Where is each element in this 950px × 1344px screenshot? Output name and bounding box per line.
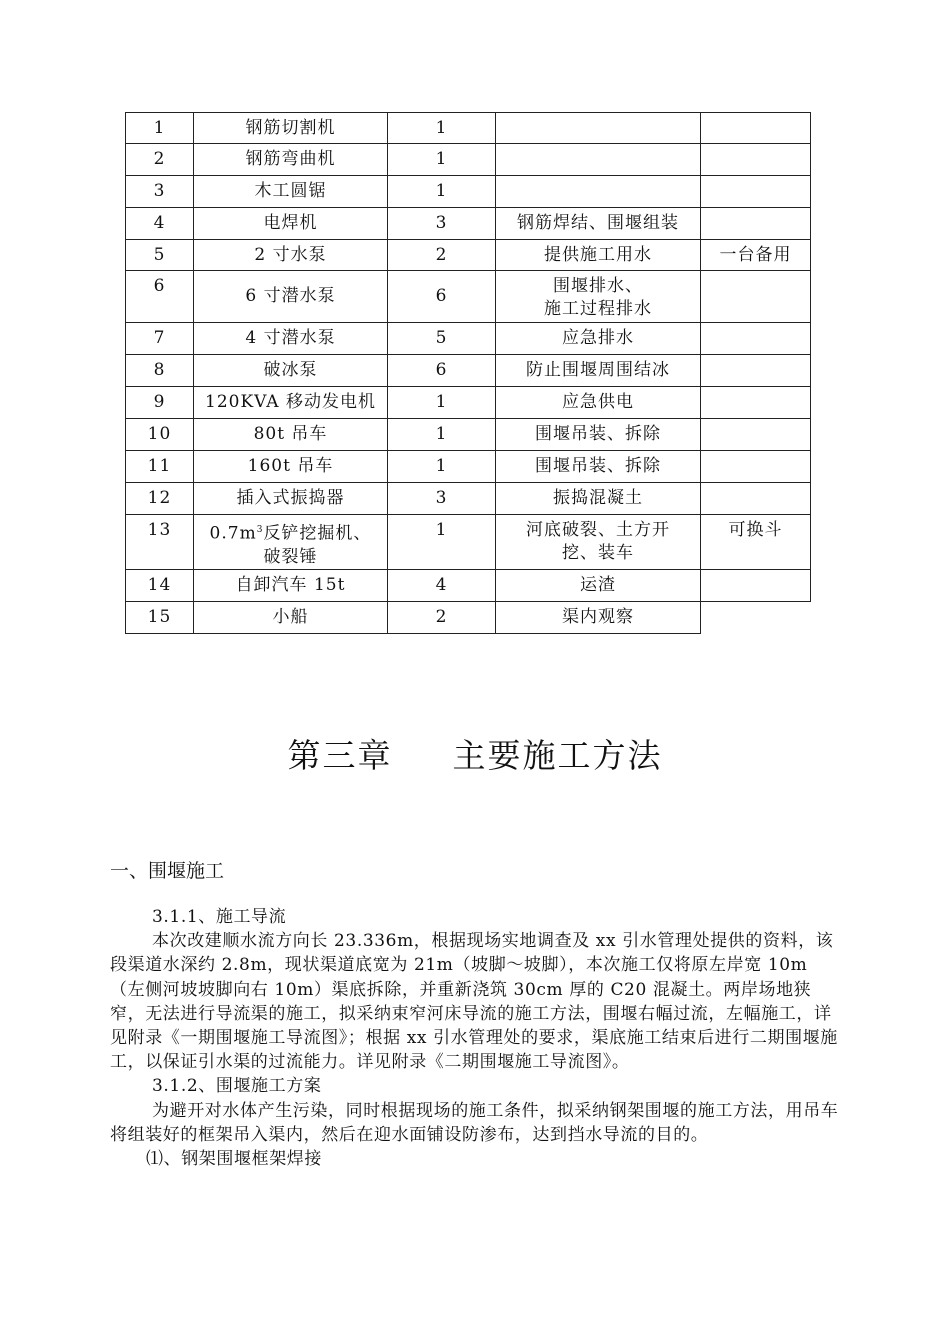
equipment-name-line2: 破裂锤 [263,546,318,567]
equipment-use-line2: 施工过程排水 [544,299,652,319]
row-number: 4 [126,208,194,240]
equipment-name: 插入式振捣器 [194,483,388,515]
equipment-note [701,208,811,240]
equipment-use [496,113,701,144]
subsection-heading: 3.1.2、围堰施工方案 [152,1076,322,1097]
equipment-note [701,569,811,601]
table-row [126,569,811,601]
table-row [126,208,811,240]
equipment-use-line1: 河底破裂、土方开 [526,520,670,540]
equipment-name: 钢筋弯曲机 [194,144,388,176]
equipment-note [701,113,811,144]
table-row [126,483,811,515]
equipment-note [701,387,811,419]
equipment-name: 钢筋切割机 [194,113,388,144]
row-number: 9 [126,387,194,419]
row-number: 13 [126,515,194,570]
equipment-qty: 2 [388,240,496,271]
row-number: 15 [126,601,194,633]
row-number: 8 [126,355,194,387]
chapter-name: 主要施工方法 [452,736,663,775]
equipment-qty: 1 [388,176,496,208]
equipment-qty: 4 [388,569,496,601]
table-row [126,601,811,633]
equipment-use [496,144,701,176]
equipment-note [701,601,811,633]
equipment-use [496,176,701,208]
equipment-use: 振捣混凝土 [496,483,701,515]
equipment-note [701,323,811,355]
equipment-name: 120KVA 移动发电机 [194,387,388,419]
equipment-table [125,112,811,634]
equipment-qty: 3 [388,483,496,515]
table-row [126,387,811,419]
equipment-note [701,355,811,387]
equipment-name: 木工圆锯 [194,176,388,208]
equipment-note [701,271,811,323]
row-number: 10 [126,419,194,451]
equipment-use: 运渣 [496,569,701,601]
equipment-qty: 6 [388,271,496,323]
equipment-use: 围堰吊装、拆除 [496,451,701,483]
row-number: 14 [126,569,194,601]
equipment-name: 4 寸潜水泵 [194,323,388,355]
table-row [126,419,811,451]
equipment-note [701,419,811,451]
equipment-name: 2 寸水泵 [194,240,388,271]
equipment-name: 6 寸潜水泵 [194,271,388,323]
table-row [126,355,811,387]
equipment-use [496,515,701,570]
table-row [126,113,811,144]
equipment-use: 渠内观察 [496,601,701,633]
table-row [126,271,811,323]
equipment-use-line1: 围堰排水、 [553,276,643,296]
equipment-name: 电焊机 [194,208,388,240]
equipment-use: 应急供电 [496,387,701,419]
equipment-name [194,515,388,570]
equipment-name: 80t 吊车 [194,419,388,451]
subsection-heading: 3.1.1、施工导流 [152,907,287,927]
equipment-use-line2: 挖、装车 [562,543,634,563]
table-row [126,176,811,208]
row-number: 5 [126,240,194,271]
equipment-use: 提供施工用水 [496,240,701,271]
equipment-qty: 1 [388,419,496,451]
chapter-number: 第三章 [287,736,393,775]
row-number: 2 [126,144,194,176]
table-row [126,451,811,483]
equipment-qty: 1 [388,387,496,419]
row-number: 7 [126,323,194,355]
equipment-use: 应急排水 [496,323,701,355]
equipment-qty: 3 [388,208,496,240]
table-row [126,144,811,176]
equipment-name-part: 反铲挖掘机、 [263,523,372,544]
body-text [110,905,840,1171]
equipment-note [701,451,811,483]
row-number: 6 [126,271,194,323]
equipment-name: 160t 吊车 [194,451,388,483]
row-number: 3 [126,176,194,208]
equipment-note [701,144,811,176]
equipment-name-sup: 3 [256,525,264,535]
equipment-note: 可换斗 [701,515,811,570]
table-row [126,515,811,570]
equipment-use: 钢筋焊结、围堰组装 [496,208,701,240]
equipment-note [701,176,811,208]
paragraph: 本次改建顺水流方向长 23.336m，根据现场实地调查及 xx 引水管理处提供的资料，该段渠道水深约 2.8m，现状渠道底宽为 21m（坡脚～坡脚），本次施工仅将原左岸宽 10m（左侧河坡坡脚向右 10m）渠底拆除，并重新浇筑 30cm 厚的 C20 混凝土。两岸场地狭窄，无法进行导流渠的施工，拟采纳束窄河床导流的施工方法，围堰右幅过流，左幅施工，详见附录《一期围堰施工导流图》；根据 xx 引水管理处的要求，渠底施工结束后进行二期围堰施工，以保证引水渠的过流能力。详见附录《二期围堰施工导流图》。 [110,931,838,1073]
row-number: 12 [126,483,194,515]
equipment-name-part: 0.7m [209,523,257,544]
equipment-qty: 1 [388,451,496,483]
equipment-qty: 6 [388,355,496,387]
equipment-name-line1 [198,519,383,546]
equipment-use: 防止围堰周围结冰 [496,355,701,387]
equipment-qty: 2 [388,601,496,633]
list-item: ⑴、钢架围堰框架焊接 [146,1149,322,1170]
equipment-use: 围堰吊装、拆除 [496,419,701,451]
equipment-qty: 1 [388,515,496,570]
equipment-name: 破冰泵 [194,355,388,387]
equipment-note [701,483,811,515]
equipment-qty: 5 [388,323,496,355]
row-number: 11 [126,451,194,483]
section-heading: 一、围堰施工 [110,860,225,882]
equipment-qty: 1 [388,113,496,144]
equipment-use [496,271,701,323]
equipment-name: 小船 [194,601,388,633]
equipment-qty: 1 [388,144,496,176]
chapter-title [0,730,950,777]
equipment-name: 自卸汽车 15t [194,569,388,601]
row-number: 1 [126,113,194,144]
table-row [126,323,811,355]
equipment-note: 一台备用 [701,240,811,271]
paragraph: 为避开对水体产生污染，同时根据现场的施工条件，拟采纳钢架围堰的施工方法，用吊车将组装好的框架吊入渠内，然后在迎水面铺设防渗布，达到挡水导流的目的。 [110,1100,839,1145]
table-row [126,240,811,271]
